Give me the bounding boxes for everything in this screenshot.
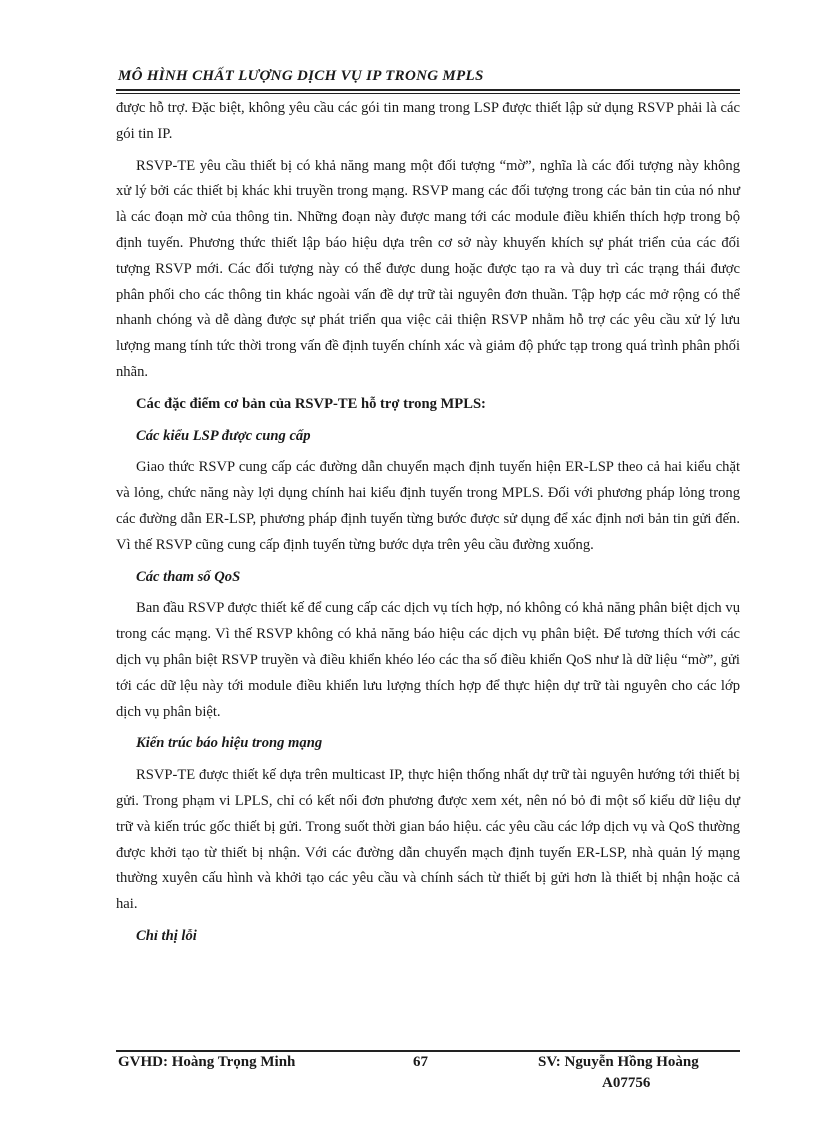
- subheading-signaling-architecture: Kiến trúc báo hiệu trong mạng: [136, 735, 323, 752]
- page-body: [116, 96, 740, 950]
- subheading-qos-params: Các tham số QoS: [136, 568, 241, 585]
- paragraph-signaling-architecture: RSVP-TE được thiết kế dựa trên multicast IP, thực hiện thống nhất dự trữ tài nguyên hướng tới thiết bị gửi. Trong phạm vi LPLS, chỉ có kết nối đơn phương được xem xét, nên nó bỏ đi một số kiểu dữ liệu dự trữ và kiến trúc gốc thiết bị gửi. Trong suốt thời gian báo hiệu. các yêu cầu các lớp dịch vụ và QoS thường được khởi tạo từ thiết bị nhận. Với các đường dẫn chuyển mạch định tuyến ER-LSP, nhà quản lý mạng thường xuyên cấu hình và khởi tạo các yêu cầu và chính sách từ thiết bị gửi hơn là thiết bị nhận hoặc cả hai.: [116, 767, 740, 913]
- section-heading: Các đặc điểm cơ bản của RSVP-TE hỗ trợ trong MPLS:: [136, 395, 486, 412]
- footer-rule: [116, 1050, 740, 1052]
- footer-student: SV: Nguyễn Hồng Hoàng: [538, 1054, 699, 1070]
- paragraph-qos-params: Ban đầu RSVP được thiết kế để cung cấp các dịch vụ tích hợp, nó không có khả năng phân biệt dịch vụ trong các mạng. Vì thế RSVP không có khả năng báo hiệu các dịch vụ phân biệt. Để tương thích với các dịch vụ phân biệt RSVP truyền và điều khiển khéo léo các tha số điều khiển QoS như là dữ liệu “mờ”, gửi tới các dữ lệu này tới module điều khiển lưu lượng thích hợp để thực hiện dự trữ tài nguyên cho các lớp dịch vụ phân biệt.: [116, 600, 740, 720]
- subheading-error-indication: Chỉ thị lỗi: [136, 927, 197, 944]
- footer-student-id: A07756: [602, 1075, 651, 1091]
- footer-advisor: GVHD: Hoàng Trọng Minh: [118, 1054, 296, 1070]
- header-rule-thin: [116, 93, 740, 94]
- paragraph-lsp-types: Giao thức RSVP cung cấp các đường dẫn chuyển mạch định tuyến hiện ER-LSP theo cả hai kiểu chặt và lỏng, chức năng này lợi dụng chính hai kiểu định tuyến trong MPLS. Đối với phương pháp lỏng trong các đường dẫn ER-LSP, phương pháp định tuyến từng bước được sử dụng để xác định nơi bản tin gửi đến. Vì thế RSVP cũng cung cấp định tuyến từng bước dựa trên yêu cầu đường xuống.: [116, 459, 740, 553]
- footer-page-number: 67: [413, 1054, 428, 1070]
- header-rule: [116, 89, 740, 91]
- running-header-title: MÔ HÌNH CHẤT LƯỢNG DỊCH VỤ IP TRONG MPLS: [118, 68, 484, 84]
- paragraph-rsvp-te-objects: RSVP-TE yêu cầu thiết bị có khả năng mang một đối tượng “mờ”, nghĩa là các đối tượng này không xử lý bởi các thiết bị khác khi truyền trong mạng. RSVP mang các đối tượng trong các bản tin của nó như là các đoạn mờ của thông tin. Những đoạn này được mang tới các module điều khiển thích hợp trong bộ định tuyến. Phương thức thiết lập báo hiệu dựa trên cơ sở này khuyến khích sự phát triển của các đối tượng RSVP mới. Các đối tượng này có thể được dung hoặc được tạo ra và duy trì các trạng thái được phân phối cho các thông tin khác ngoài vấn đề dự trữ tài nguyên đơn thuần. Tập hợp các mở rộng có thể nhanh chóng và dễ dàng được sự phát triển qua việc cải thiện RSVP nhằm hỗ trợ các yêu cầu xử lý lưu lượng mang tính tức thời trong vấn đề định tuyến chính xác và giảm độ phức tạp trong quá trình phân phối nhãn.: [116, 157, 740, 380]
- subheading-lsp-types: Các kiểu LSP được cung cấp: [136, 427, 311, 444]
- paragraph-continued: được hỗ trợ. Đặc biệt, không yêu cầu các gói tin mang trong LSP được thiết lập sử dụng RSVP phải là các gói tin IP.: [116, 100, 740, 142]
